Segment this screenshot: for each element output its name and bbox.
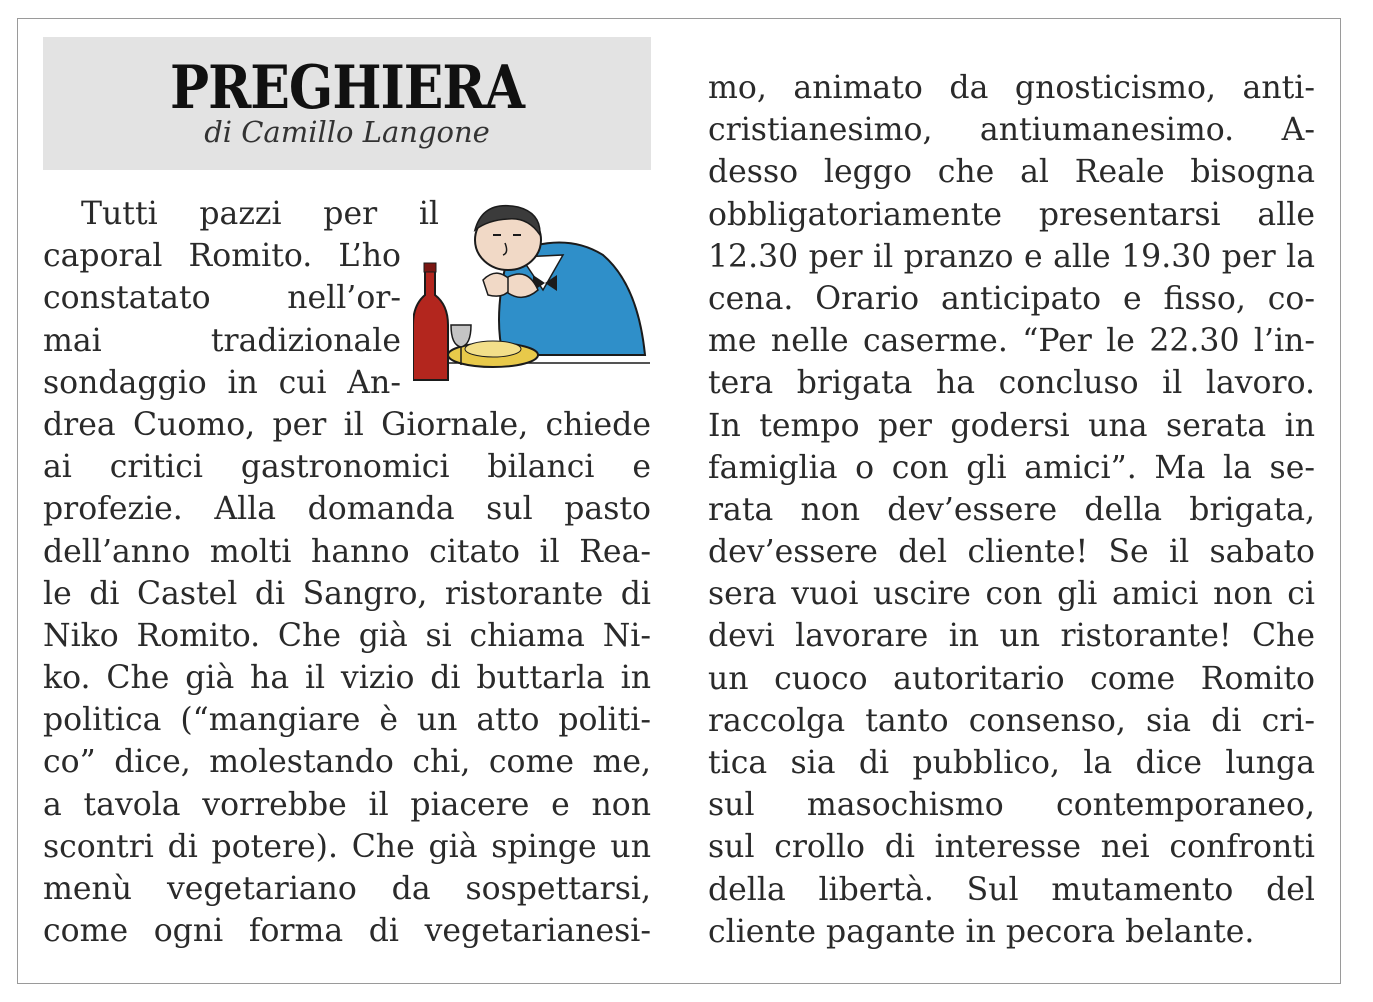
article-line: come ogni forma di vegetarianesi- bbox=[43, 913, 651, 950]
article-line: ko. Che già ha il vizio di buttarla in bbox=[43, 660, 651, 697]
article-line: della libertà. Sul mutamento del bbox=[708, 871, 1315, 908]
article-line: a tavola vorrebbe il piacere e non bbox=[43, 786, 651, 823]
article-line: devi lavorare in un ristorante! Che bbox=[708, 618, 1315, 655]
article-line: 12.30 per il pranzo e alle 19.30 per la bbox=[708, 238, 1315, 275]
article-line: obbligatoriamente presentarsi alle bbox=[708, 196, 1315, 233]
article-column-2 bbox=[708, 67, 1315, 953]
article-line: sul masochismo contemporaneo, bbox=[708, 787, 1315, 824]
article-line: politica (“mangiare è un atto politi- bbox=[43, 702, 651, 739]
article-line: constatato nell’or- bbox=[43, 280, 401, 317]
article-line: In tempo per godersi una serata in bbox=[708, 407, 1315, 444]
article-line: Tutti pazzi per il bbox=[81, 196, 439, 232]
article-line: caporal Romito. L’ho bbox=[43, 238, 401, 275]
article-column-1 bbox=[43, 193, 651, 952]
byline: di Camillo Langone bbox=[204, 115, 490, 149]
article-line: scontri di potere). Che già spinge un bbox=[43, 828, 651, 865]
article-line: tica sia di pubblico, la dice lunga bbox=[708, 745, 1315, 781]
article-line: menù vegetariano da sospettarsi, bbox=[43, 871, 651, 907]
article-line: cliente pagante in pecora belante. bbox=[708, 913, 1255, 950]
article-line: co” dice, molestando chi, come me, bbox=[43, 744, 651, 781]
article-line: Niko Romito. Che già si chiama Ni- bbox=[43, 617, 651, 654]
article-line: le di Castel di Sangro, ristorante di bbox=[43, 575, 651, 612]
article-line: dell’anno molti hanno citato il Rea- bbox=[43, 533, 651, 570]
article-line: drea Cuomo, per il Giornale, chiede bbox=[43, 406, 651, 443]
column-header bbox=[43, 37, 651, 170]
article-line: me nelle caserme. “Per le 22.30 l’in- bbox=[708, 323, 1315, 360]
article-line: un cuoco autoritario come Romito bbox=[708, 660, 1315, 697]
article-line: cristianesimo, antiumanesimo. A- bbox=[708, 112, 1315, 149]
article-line: mo, animato da gnosticismo, anti- bbox=[708, 70, 1315, 106]
article-line: sondaggio in cui An- bbox=[43, 364, 401, 401]
article-line: rata non dev’essere della brigata, bbox=[708, 491, 1315, 528]
article-line: raccolga tanto consenso, sia di cri- bbox=[708, 702, 1315, 739]
article-line: desso leggo che al Reale bisogna bbox=[708, 154, 1315, 191]
article-line: ai critici gastronomici bilanci e bbox=[43, 449, 651, 486]
article-line: dev’essere del cliente! Se il sabato bbox=[708, 534, 1315, 571]
article-line: famiglia o con gli amici”. Ma la se- bbox=[708, 449, 1315, 486]
column-title: PREGHIERA bbox=[169, 53, 524, 124]
article-line: tera brigata ha concluso il lavoro. bbox=[708, 365, 1315, 402]
article-line: mai tradizionale bbox=[43, 322, 401, 359]
article-line: profezie. Alla domanda sul pasto bbox=[43, 491, 651, 528]
article-line: sul crollo di interesse nei confronti bbox=[708, 829, 1315, 866]
article-line: cena. Orario anticipato e fisso, co- bbox=[708, 280, 1315, 317]
article-line: sera vuoi uscire con gli amici non ci bbox=[708, 576, 1315, 613]
